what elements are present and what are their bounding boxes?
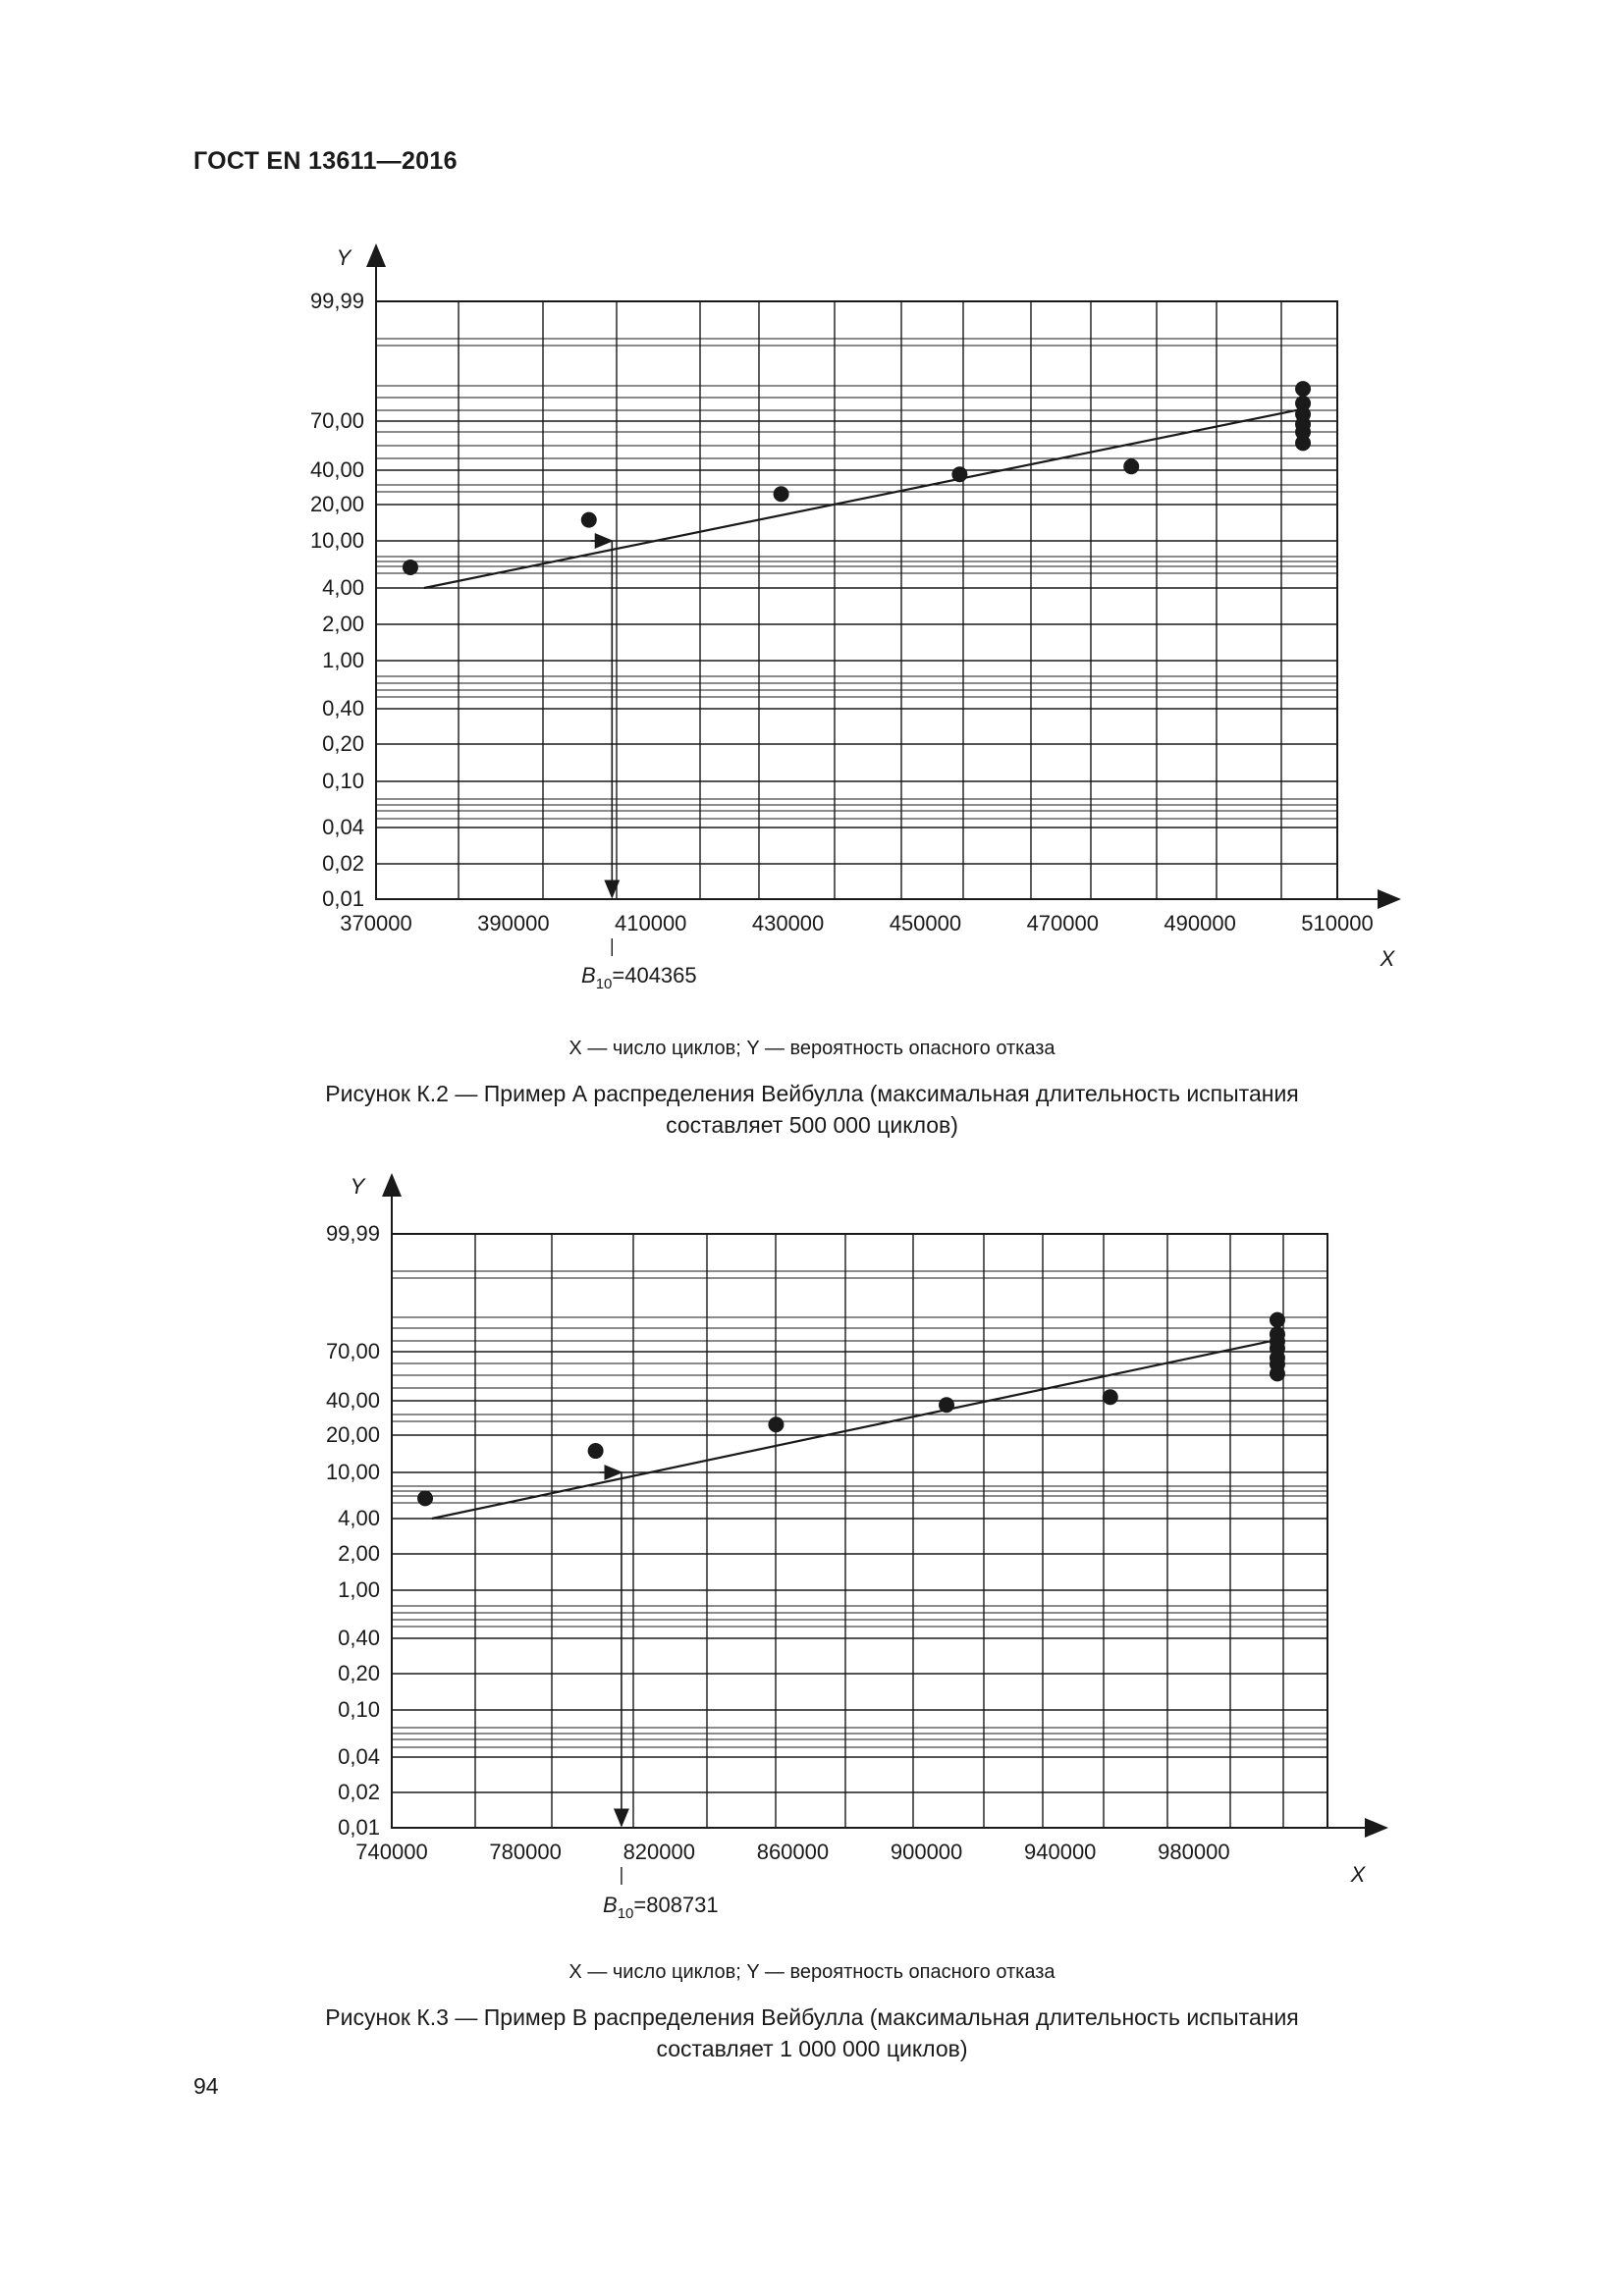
k2-y-tick-label: 0,10	[322, 769, 364, 793]
k2-x-tick-label: 510000	[1301, 911, 1374, 935]
k2-b10-label: $B_{10}=404365$	[581, 963, 697, 992]
k3-x-tick-label: 780000	[489, 1840, 562, 1864]
k3-y-tick-label: 20,00	[325, 1422, 380, 1447]
caption-k3	[295, 2002, 1329, 2064]
k2-x-axis-letter: X	[1380, 946, 1395, 971]
caption-k2-line1: Рисунок К.2 — Пример А распределения Вейбулла (максимальная длительность испытания	[325, 1081, 1299, 1106]
k3-x-tick-label: 740000	[355, 1840, 428, 1864]
k3-x-tick-label: 900000	[890, 1840, 963, 1864]
k3-data-point	[1103, 1389, 1118, 1405]
k3-data-point	[588, 1443, 604, 1459]
k3-y-tick-label: 70,00	[325, 1339, 380, 1363]
k2-y-tick-label: 0,40	[322, 696, 364, 721]
caption-k3-line2: составляет 1 000 000 циклов)	[656, 2036, 968, 2061]
k3-y-tick-label: 40,00	[325, 1388, 380, 1413]
k2-y-tick-label: 0,20	[322, 731, 364, 756]
k2-x-tick-label: 490000	[1164, 911, 1236, 935]
k3-y-tick-label: 0,01	[338, 1815, 380, 1840]
k2-x-tick-label: 410000	[615, 911, 687, 935]
k3-data-point	[417, 1490, 433, 1506]
legend-k2-text: X — число циклов; Y — вероятность опасного отказа	[568, 1038, 1056, 1059]
k2-y-tick-label: 4,00	[322, 575, 364, 600]
k2-y-tick-label: 10,00	[309, 528, 364, 553]
k3-data-point	[939, 1397, 954, 1413]
k3-y-tick-label: 99,99	[325, 1221, 380, 1246]
k2-y-tick-label: 0,02	[322, 851, 364, 876]
k2-y-tick-label: 0,04	[322, 815, 364, 839]
k3-x-tick-label: 980000	[1158, 1840, 1230, 1864]
legend-k3	[0, 1961, 1624, 1984]
k2-x-tick-label: 390000	[477, 911, 550, 935]
k3-plot-frame	[392, 1234, 1327, 1828]
k2-x-tick-label: 450000	[889, 911, 962, 935]
k2-y-tick-label: 40,00	[309, 457, 364, 482]
k3-y-tick-label: 1,00	[338, 1577, 380, 1602]
k2-x-tick-label: 470000	[1026, 911, 1099, 935]
k3-x-tick-label: 820000	[623, 1840, 695, 1864]
document-header: ГОСТ EN 13611—2016	[193, 147, 458, 175]
k3-y-tick-label: 0,10	[338, 1697, 380, 1722]
k3-data-point	[1270, 1312, 1285, 1328]
k3-y-tick-label: 4,00	[338, 1506, 380, 1530]
k3-x-tick-label: 860000	[756, 1840, 830, 1864]
k3-x-axis-letter: X	[1350, 1862, 1366, 1887]
legend-k3-text: X — число циклов; Y — вероятность опасного отказа	[568, 1961, 1056, 1983]
k2-x-tick-label: 430000	[751, 911, 825, 935]
k2-x-tick-label: 370000	[340, 911, 412, 935]
k2-y-tick-label: 70,00	[309, 408, 364, 433]
caption-k2-line2: составляет 500 000 циклов)	[666, 1112, 958, 1138]
k3-y-tick-label: 0,20	[338, 1661, 380, 1685]
k3-b10-label: $B_{10}=808731$	[603, 1893, 719, 1922]
k3-fit-line	[432, 1340, 1277, 1519]
k2-y-tick-label: 99,99	[309, 289, 364, 313]
k3-y-tick-label: 0,02	[338, 1780, 380, 1804]
k2-y-tick-label: 20,00	[309, 492, 364, 516]
k2-y-tick-label: 2,00	[322, 612, 364, 636]
k3-y-tick-label: 2,00	[338, 1541, 380, 1566]
k2-y-tick-label: 0,01	[322, 886, 364, 911]
k2-y-axis-letter: Y	[336, 245, 352, 270]
k3-y-tick-label: 0,40	[338, 1626, 380, 1650]
k3-x-tick-label: 940000	[1024, 1840, 1097, 1864]
k2-y-tick-label: 1,00	[322, 648, 364, 672]
k3-y-tick-label: 0,04	[338, 1744, 380, 1769]
k3-y-axis-letter: Y	[350, 1174, 365, 1199]
k3-data-point	[1270, 1326, 1285, 1342]
page-number: 94	[193, 2073, 219, 2099]
k3-data-point	[768, 1416, 784, 1432]
caption-k3-line1: Рисунок К.3 — Пример B распределения Вейбулла (максимальная длительность испытания	[325, 2004, 1299, 2030]
k3-y-tick-label: 10,00	[325, 1460, 380, 1484]
